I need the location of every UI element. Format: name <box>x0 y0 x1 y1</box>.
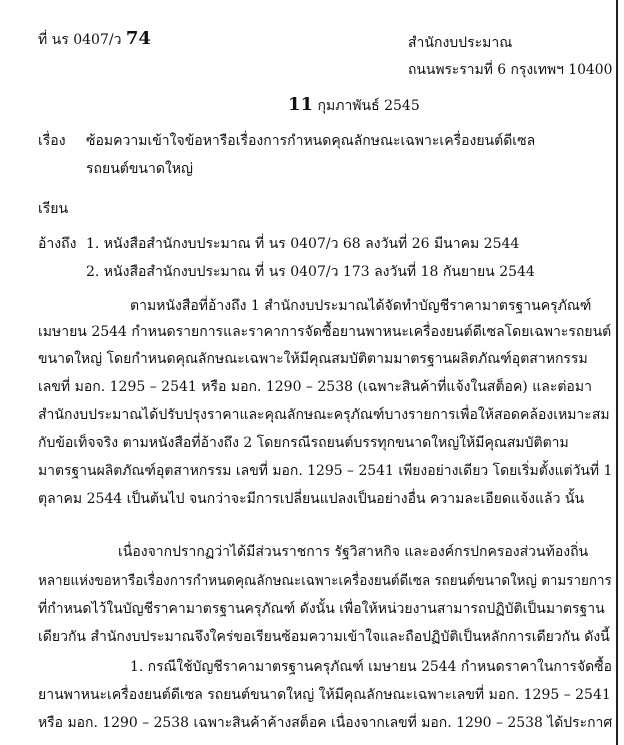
salutation: เรียน <box>38 201 69 217</box>
paragraph-2-line: ที่กำหนดไว้ในบัญชีราคามาตรฐานครุภัณฑ์ ดังนั้น เพื่อให้หน่วยงานสามารถปฏิบัติเป็นมาตรฐาน <box>38 601 605 617</box>
paragraph-1-line: กับข้อเท็จจริง ตามหนังสือที่อ้างถึง 2 โดยกรณีรถยนต์บรรทุกขนาดใหญ่ให้มีคุณสมบัติตาม <box>38 435 569 451</box>
paragraph-1-line: มาตรฐานผลิตภัณฑ์อุตสาหกรรม เลขที่ มอก. 1295 – 2541 เพียงอย่างเดียว โดยเริ่มตั้งแต่วันที่ 1 <box>38 463 613 479</box>
date-day: 11 <box>288 94 314 115</box>
paragraph-1-line: ตุลาคม 2544 เป็นต้นไป จนกว่าจะมีการเปลี่ยนแปลงเป็นอย่างอื่น ความละเอียดแจ้งแล้ว นั้น <box>38 491 585 507</box>
document-number <box>38 30 151 49</box>
office-address: ถนนพระรามที่ 6 กรุงเทพฯ 10400 <box>408 62 613 78</box>
paragraph-1-line: ตามหนังสือที่อ้างถึง 1 สำนักงบประมาณได้จัดทำบัญชีราคามาตรฐานครุภัณฑ์ <box>130 298 592 314</box>
paragraph-2-line: เนื่องจากปรากฏว่าได้มีส่วนราชการ รัฐวิสาหกิจ และองค์กรปกครองส่วนท้องถิ่น <box>118 544 589 560</box>
office-name: สำนักงบประมาณ <box>408 35 513 51</box>
reference-item: 2. หนังสือสำนักงบประมาณ ที่ นร 0407/ว 173 ลงวันที่ 18 กันยายน 2544 <box>86 264 535 280</box>
date-month-year: กุมภาพันธ์ 2545 <box>317 98 420 114</box>
scan-edge-line <box>616 0 618 745</box>
paragraph-1-line: ขนาดใหญ่ โดยกำหนดคุณลักษณะเฉพาะให้มีคุณสมบัติตามมาตรฐานผลิตภัณฑ์อุตสาหกรรม <box>38 351 588 367</box>
item-1-line: 1. กรณีใช้บัญชีราคามาตรฐานครุภัณฑ์ เมษายน 2544 กำหนดราคาในการจัดซื้อ <box>130 659 612 675</box>
item-1-line: ยานพาหนะเครื่องยนต์ดีเซล รถยนต์ขนาดใหญ่ ให้มีคุณลักษณะเฉพาะเลขที่ มอก. 1295 – 2541 <box>38 687 611 703</box>
paragraph-2-line: หลายแห่งขอหารือเรื่องการกำหนดคุณลักษณะเฉพาะเครื่องยนต์ดีเซล รถยนต์ขนาดใหญ่ ตามรายการ <box>38 573 612 589</box>
item-1-line: หรือ มอก. 1290 – 2538 เฉพาะสินค้าค้างสต็อค เนื่องจากเลขที่ มอก. 1290 – 2538 ได้ประกาศ <box>38 715 613 731</box>
paragraph-1-line: เลขที่ มอก. 1295 – 2541 หรือ มอก. 1290 – 2538 (เฉพาะสินค้าที่แจ้งในสต็อค) และต่อมา <box>38 379 592 395</box>
subject-label: เรื่อง <box>38 133 66 149</box>
paragraph-1-line: เมษายน 2544 กำหนดรายการและราคาการจัดซื้อยานพาหนะเครื่องยนต์ดีเซลโดยเฉพาะรถยนต์ <box>38 324 612 340</box>
document-date <box>288 96 420 115</box>
reference-item: 1. หนังสือสำนักงบประมาณ ที่ นร 0407/ว 68 ลงวันที่ 26 มีนาคม 2544 <box>86 236 520 252</box>
subject-line-2: รถยนต์ขนาดใหญ่ <box>86 161 193 177</box>
reference-label: อ้างถึง <box>38 236 77 252</box>
document-number-value: 74 <box>125 28 151 49</box>
paragraph-1-line: สำนักงบประมาณได้ปรับปรุงราคาและคุณลักษณะครุภัณฑ์บางรายการเพื่อให้สอดคล้องเหมาะสม <box>38 407 610 423</box>
subject-line-1: ซ้อมความเข้าใจข้อหารือเรื่องการกำหนดคุณลักษณะเฉพาะเครื่องยนต์ดีเซล <box>86 133 536 149</box>
paragraph-2-line: เดียวกัน สำนักงบประมาณจึงใคร่ขอเรียนซ้อมความเข้าใจและถือปฏิบัติเป็นหลักการเดียวกัน ดังนี้ <box>38 629 610 645</box>
document-number-prefix: ที่ นร 0407/ว <box>38 32 122 48</box>
